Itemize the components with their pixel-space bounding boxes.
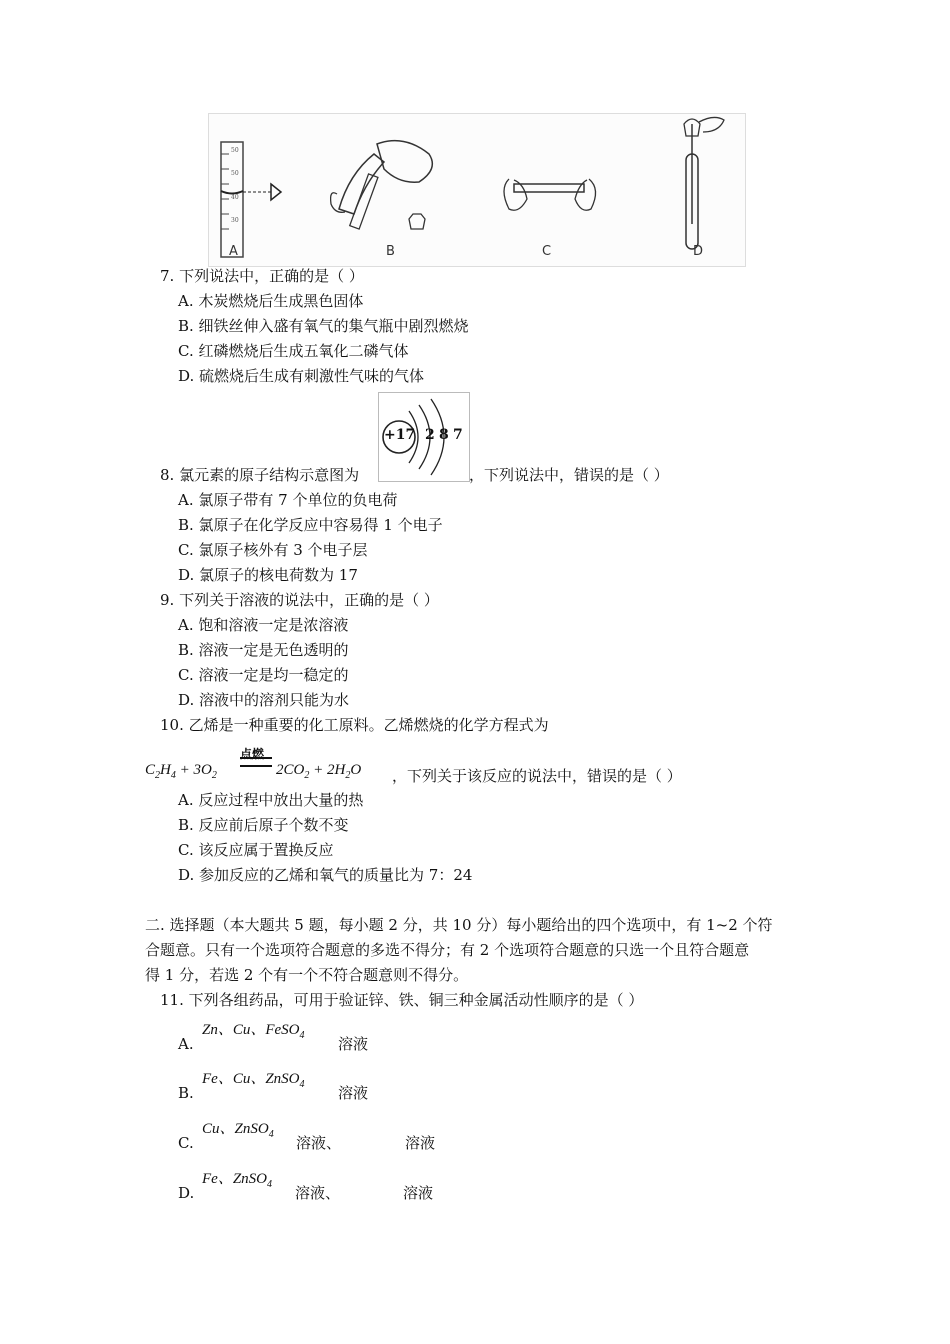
q8-option-c: C. 氯原子核外有 3 个电子层 xyxy=(178,541,368,559)
q8-stem-after: ，下列说法中，错误的是（ ） xyxy=(469,466,669,484)
section2-line3: 得 1 分，若选 2 个有一个不符合题意则不得分。 xyxy=(145,966,469,984)
atom-shell-1: 2 xyxy=(425,427,435,443)
q8-option-a: A. 氯原子带有 7 个单位的负电荷 xyxy=(178,491,398,509)
q11-stem: 11. 下列各组药品，可用于验证锌、铁、铜三种金属活动性顺序的是（ ） xyxy=(160,991,644,1009)
q11-option-d-solution-2: 溶液 xyxy=(403,1184,434,1202)
q11-option-c-formula: Cu、ZnSO$_4$ xyxy=(202,1121,274,1140)
q10-stem: 10. 乙烯是一种重要的化工原料。乙烯燃烧的化学方程式为 xyxy=(160,716,549,734)
q10-option-c: C. 该反应属于置换反应 xyxy=(178,841,334,859)
q10-equation-left: $C_2H_4 + 3O_2$ xyxy=(145,762,217,781)
horizontal-tube-drawing xyxy=(504,179,596,210)
q11-option-b-formula: Fe、Cu、ZnSO$_4$ xyxy=(202,1071,305,1090)
q7-stem: 7. 下列说法中，正确的是（ ） xyxy=(160,267,364,285)
graduated-cylinder-drawing xyxy=(221,142,281,257)
svg-text:30: 30 xyxy=(231,217,239,224)
q9-option-d: D. 溶液中的溶剂只能为水 xyxy=(178,691,350,709)
q7-option-d: D. 硫燃烧后生成有刺激性气味的气体 xyxy=(178,367,425,385)
q11-option-a-solution: 溶液 xyxy=(338,1035,369,1053)
q11-option-c-solution-2: 溶液 xyxy=(405,1134,436,1152)
q11-option-d-solution-1: 溶液、 xyxy=(295,1184,341,1202)
q10-option-b: B. 反应前后原子个数不变 xyxy=(178,816,349,834)
q8-option-b: B. 氯原子在化学反应中容易得 1 个电子 xyxy=(178,516,443,534)
section2-line1: 二. 选择题（本大题共 5 题，每小题 2 分，共 10 分）每小题给出的四个选项中，有 1~2 个符 xyxy=(145,916,773,934)
figure-label-d: D xyxy=(693,244,704,259)
figure-label-a: A xyxy=(229,244,238,259)
q7-option-b: B. 细铁丝伸入盛有氧气的集气瓶中剧烈燃烧 xyxy=(178,317,469,335)
svg-text:40: 40 xyxy=(231,194,239,201)
q11-option-a-letter: A. xyxy=(178,1035,194,1053)
lab-operations-figure xyxy=(208,113,746,267)
dropper-tube-drawing xyxy=(684,117,724,249)
q11-option-a-formula: Zn、Cu、FeSO$_4$ xyxy=(202,1022,305,1041)
svg-text:50: 50 xyxy=(231,170,239,177)
q11-option-b-solution: 溶液 xyxy=(338,1084,369,1102)
q9-option-b: B. 溶液一定是无色透明的 xyxy=(178,641,349,659)
atom-nucleus-label: +17 xyxy=(384,427,416,443)
figure-label-b: B xyxy=(386,244,395,259)
section2-line2: 合题意。只有一个选项符合题意的多选不得分；有 2 个选项符合题意的只选一个且符合题意 xyxy=(145,941,750,959)
atom-shell-2: 8 xyxy=(439,427,449,443)
q8-stem-before: 8. 氯元素的原子结构示意图为 xyxy=(160,466,360,484)
q7-option-a: A. 木炭燃烧后生成黑色固体 xyxy=(178,292,364,310)
chlorine-atom-diagram xyxy=(378,392,470,482)
q10-equation-condition: 点燃 xyxy=(240,747,265,761)
q11-option-c-solution-1: 溶液、 xyxy=(296,1134,342,1152)
q7-option-c: C. 红磷燃烧后生成五氧化二磷气体 xyxy=(178,342,409,360)
q11-option-d-letter: D. xyxy=(178,1184,195,1202)
q10-option-d: D. 参加反应的乙烯和氧气的质量比为 7：24 xyxy=(178,866,473,884)
atom-shell-3: 7 xyxy=(453,427,463,443)
pouring-liquid-drawing xyxy=(331,141,433,229)
q10-option-a: A. 反应过程中放出大量的热 xyxy=(178,791,364,809)
q11-option-b-letter: B. xyxy=(178,1084,194,1102)
q10-stem-after: ，下列关于该反应的说法中，错误的是（ ） xyxy=(392,767,682,785)
figure-label-c: C xyxy=(542,244,552,259)
q9-stem: 9. 下列关于溶液的说法中，正确的是（ ） xyxy=(160,591,439,609)
q11-option-d-formula: Fe、ZnSO$_4$ xyxy=(202,1171,272,1190)
q8-option-d: D. 氯原子的核电荷数为 17 xyxy=(178,566,358,584)
lab-operations-illustration xyxy=(209,114,745,266)
q10-equation-arrow xyxy=(240,757,272,767)
q9-option-a: A. 饱和溶液一定是浓溶液 xyxy=(178,616,349,634)
q10-equation-right: $2CO_2 + 2H_2O$ xyxy=(276,762,362,781)
svg-text:50: 50 xyxy=(231,147,239,154)
q11-option-c-letter: C. xyxy=(178,1134,194,1152)
q9-option-c: C. 溶液一定是均一稳定的 xyxy=(178,666,349,684)
